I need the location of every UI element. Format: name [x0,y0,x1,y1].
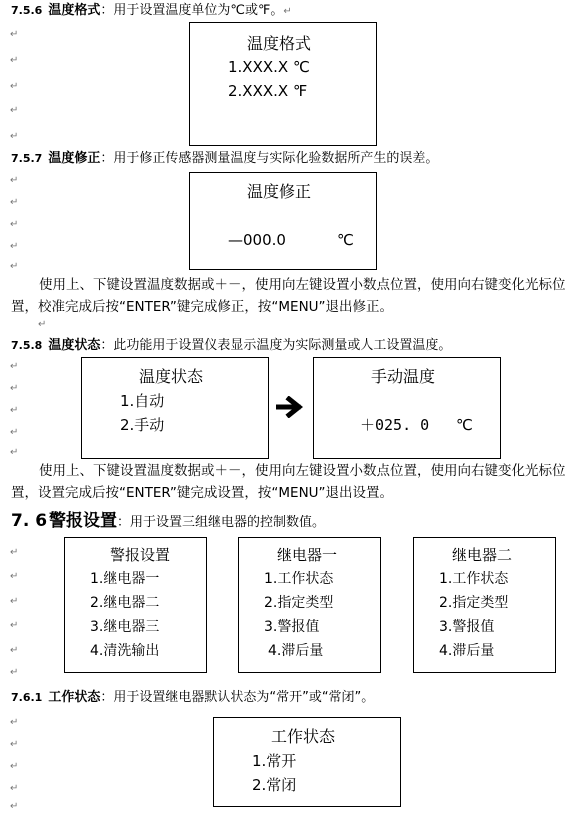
status-option-normally-closed: 2.常闭 [252,776,297,794]
paragraph-mark: ↵ [10,783,19,794]
menu-item: 3.警报值 [439,619,495,635]
menu-item: 4.清洗输出 [90,643,160,659]
box-title: 手动温度 [371,367,436,386]
menu-item: 4.滞后量 [439,643,495,659]
section-number: 7.6.1 [11,691,43,704]
paragraph-mark: ↵ [10,175,19,186]
box-title: 温度状态 [139,367,204,386]
paragraph-mark: ↵ [10,801,19,812]
lcd-box-relay-two [413,537,556,673]
section-title: 工作状态 [48,690,101,705]
menu-item: 2.指定类型 [264,595,334,611]
status-option-normally-open: 1.常开 [252,752,297,770]
section-desc: ：用于设置三组继电器的控制数值。 [117,515,326,530]
paragraph-mark: ↵ [10,219,19,230]
section-number: 7.5.8 [11,339,43,352]
menu-item: 4.滞后量 [268,643,324,659]
paragraph-mark: ↵ [10,197,19,208]
section-title: 温度状态 [48,338,101,353]
menu-item: 1.工作状态 [439,571,509,587]
box-title: 警报设置 [110,546,171,564]
arrow-right-icon [276,396,306,418]
section-number: 7. 6 [11,511,48,531]
lcd-box-temp-correction [189,172,377,270]
instruction-paragraph: 使用上、下键设置温度数据或＋－，使用向左键设置小数点位置，使用向右键变化光标位置，校准完成后按“ENTER”键完成修正，按“MENU”退出修正。 [11,277,566,315]
lcd-box-relay-one [238,537,381,673]
manual-temp-value: ＋025. 0 [360,416,430,434]
lcd-box-alarm-settings [64,537,207,673]
box-title: 工作状态 [271,727,336,746]
format-option-2: 2.XXX.X ℉ [228,82,308,100]
heading-7-6 [11,513,325,531]
lcd-box-work-status [213,717,401,807]
status-option-manual: 2.手动 [120,416,165,434]
section-title: 警报设置 [49,511,118,531]
paragraph-mark: ↵ [10,717,19,728]
section-desc: ：此功能用于设置仪表显示温度为实际测量或人工设置温度。 [100,338,452,353]
section-title: 温度格式 [48,3,101,18]
paragraph-mark: ↵ [10,761,19,772]
lcd-box-temp-status [81,357,269,459]
section-number: 7.5.6 [11,4,43,17]
paragraph-mark: ↵ [10,620,19,631]
lcd-box-manual-temp [313,357,501,459]
instruction-paragraph: 使用上、下键设置温度数据或＋－，使用向左键设置小数点位置，使用向右键变化光标位置，设置完成后按“ENTER”键完成设置，按“MENU”退出设置。 [11,463,566,501]
paragraph-mark: ↵ [10,383,19,394]
menu-item: 1.继电器一 [90,571,160,587]
heading-7-6-1 [11,690,374,706]
section-desc: ：用于设置温度单位为℃或℉。 [100,3,284,18]
paragraph-mark: ↵ [10,571,19,582]
paragraph-mark: ↵ [10,261,19,272]
unit-celsius: ℃ [456,416,473,434]
paragraph-mark: ↵ [10,667,19,678]
section-desc: ：用于修正传感器测量温度与实际化验数据所产生的误差。 [100,151,439,166]
paragraph-mark: ↵ [10,739,19,750]
lcd-box-temp-format [189,22,377,146]
paragraph-mark: ↵ [10,105,19,116]
menu-item: 2.指定类型 [439,595,509,611]
paragraph-mark: ↵ [10,447,19,458]
paragraph-mark: ↵ [38,319,47,330]
paragraph-mark: ↵ [10,29,19,40]
paragraph-mark: ↵ [10,81,19,92]
box-title: 温度格式 [247,34,312,53]
menu-item: 1.工作状态 [264,571,334,587]
heading-7-5-8 [11,338,451,354]
section-title: 温度修正 [48,151,101,166]
unit-celsius: ℃ [337,231,354,249]
section-number: 7.5.7 [11,152,43,165]
heading-7-5-7 [11,151,438,167]
heading-7-5-6: 7.5.6 温度格式：用于设置温度单位为℃或℉。↵ [11,3,292,18]
menu-item: 3.警报值 [264,619,320,635]
section-desc: ：用于设置继电器默认状态为“常开”或“常闭”。 [100,690,375,705]
box-title: 继电器一 [277,546,338,564]
paragraph-mark: ↵ [10,361,19,372]
status-option-auto: 1.自动 [120,392,165,410]
format-option-1: 1.XXX.X ℃ [228,58,310,76]
paragraph-mark: ↵ [10,131,19,142]
correction-value: —000.0 [228,231,286,249]
paragraph-mark: ↵ [10,645,19,656]
box-title: 温度修正 [247,182,312,201]
paragraph-mark: ↵ [10,547,19,558]
menu-item: 3.继电器三 [90,619,160,635]
paragraph-mark: ↵ [10,241,19,252]
paragraph-mark: ↵ [10,427,19,438]
box-title: 继电器二 [452,546,513,564]
paragraph-mark: ↵ [10,596,19,607]
paragraph-mark: ↵ [10,55,19,66]
menu-item: 2.继电器二 [90,595,160,611]
paragraph-mark: ↵ [10,405,19,416]
